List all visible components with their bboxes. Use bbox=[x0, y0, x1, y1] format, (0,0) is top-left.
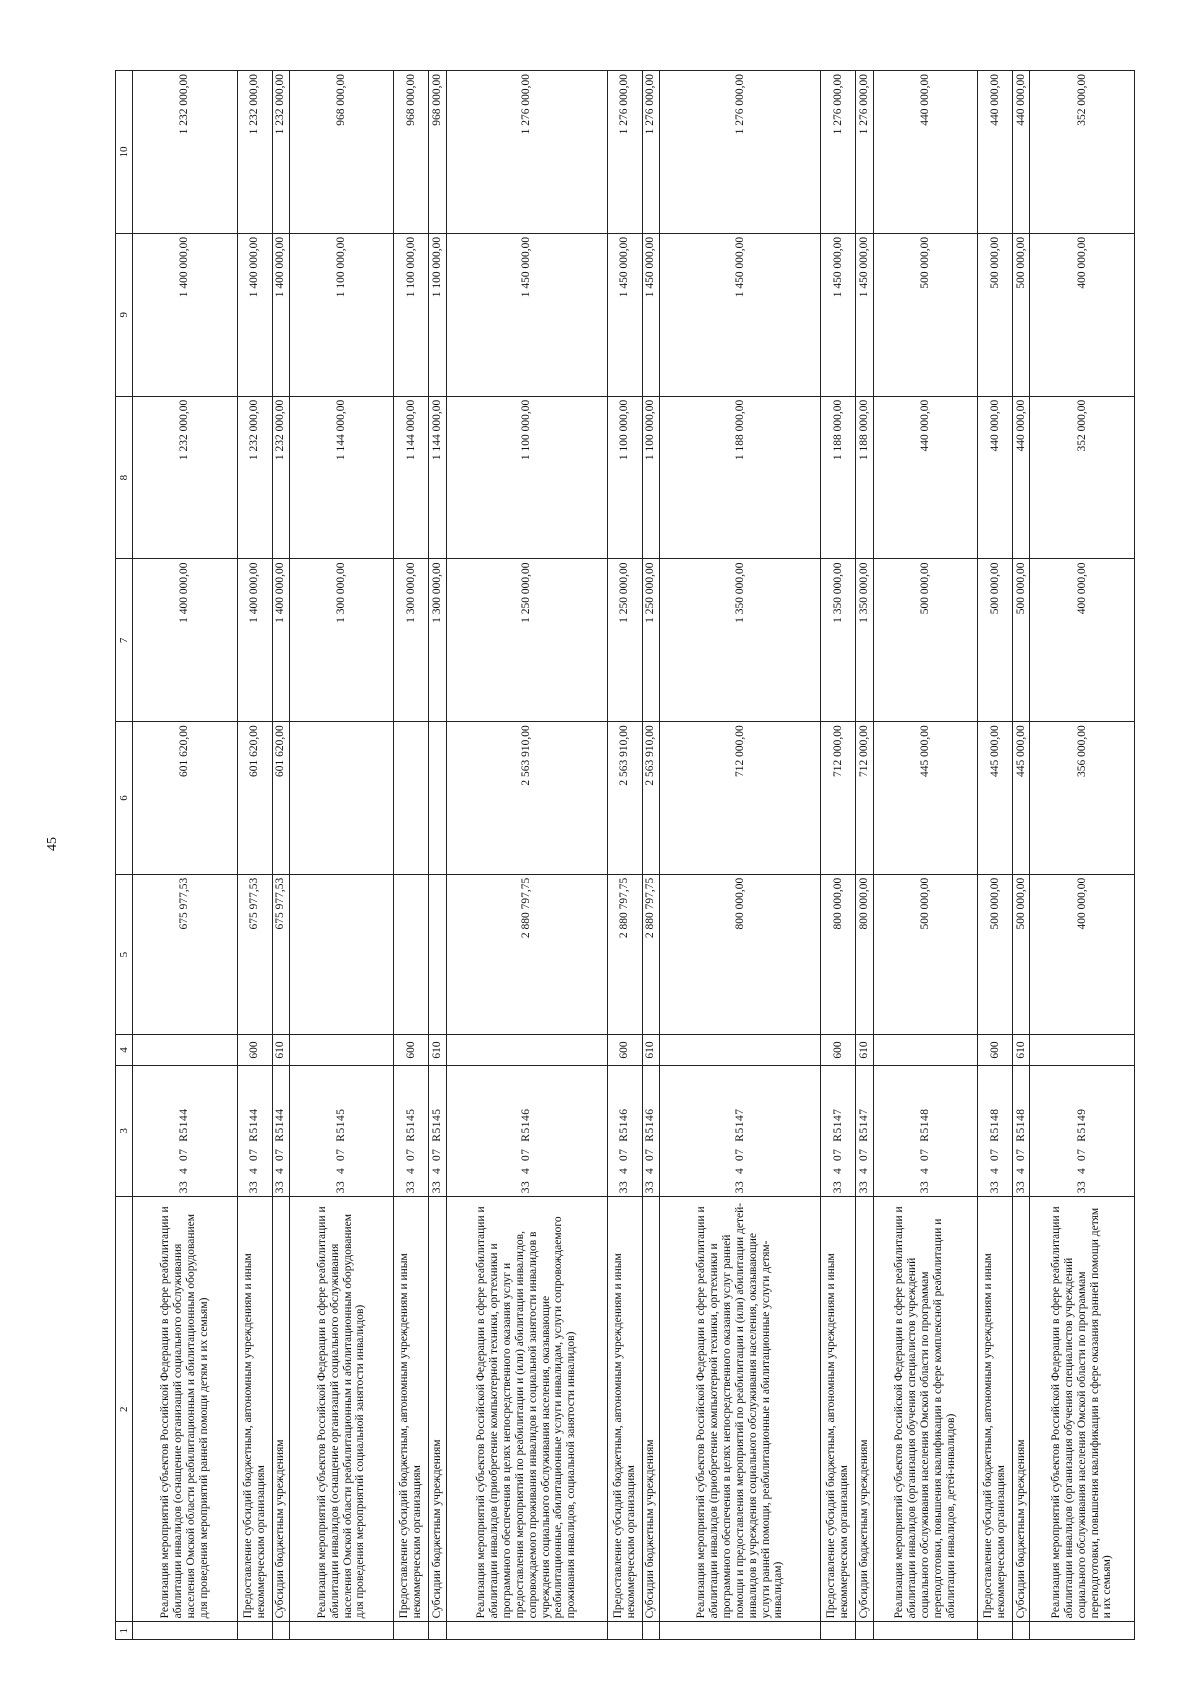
cell-amount-col6: 712 000,00 bbox=[660, 722, 821, 874]
cell-amount-col6 bbox=[429, 722, 446, 874]
cell-amount-col5: 675 977,53 bbox=[272, 874, 289, 1035]
cell-amount-col5: 675 977,53 bbox=[237, 874, 272, 1035]
cell-target-code: 33 4 07 R5146 bbox=[446, 1065, 607, 1197]
cell-amount-col8: 1 188 000,00 bbox=[821, 396, 856, 559]
cell-amount-col6: 601 620,00 bbox=[272, 722, 289, 874]
cell-amount-col7: 1 350 000,00 bbox=[856, 559, 873, 722]
cell-amount-col9: 1 400 000,00 bbox=[237, 233, 272, 396]
cell-amount-col7: 500 000,00 bbox=[978, 559, 1013, 722]
cell-target-code: 33 4 07 R5145 bbox=[289, 1065, 394, 1197]
cell-amount-col8: 1 100 000,00 bbox=[642, 396, 659, 559]
budget-table-body bbox=[133, 71, 1135, 1640]
cell-index bbox=[237, 1622, 272, 1640]
cell-amount-col7: 1 250 000,00 bbox=[642, 559, 659, 722]
cell-amount-col7: 1 250 000,00 bbox=[607, 559, 642, 722]
cell-expense-type: 610 bbox=[272, 1035, 289, 1065]
table-row bbox=[660, 71, 821, 1640]
cell-index bbox=[873, 1622, 978, 1640]
cell-amount-col7: 500 000,00 bbox=[1013, 559, 1030, 722]
cell-index bbox=[642, 1622, 659, 1640]
cell-amount-col8: 352 000,00 bbox=[1030, 396, 1135, 559]
cell-amount-col9: 1 450 000,00 bbox=[446, 233, 607, 396]
cell-expense-type bbox=[660, 1035, 821, 1065]
cell-index bbox=[660, 1622, 821, 1640]
column-number: 6 bbox=[116, 722, 133, 874]
cell-amount-col5: 2 880 797,75 bbox=[642, 874, 659, 1035]
cell-expense-type: 610 bbox=[429, 1035, 446, 1065]
cell-expense-name: Реализация мероприятий субъектов Российской Федерации в сфере реабилитации и абилитации инвалидов (оснащение организаций социального обслуживания населения Омской области реабилитационным и абилитационным оборудованием для проведения мероприятий социальной занятости инвалидов) bbox=[289, 1197, 394, 1622]
cell-expense-name: Субсидии бюджетным учреждениям bbox=[429, 1197, 446, 1622]
cell-amount-col10: 1 276 000,00 bbox=[660, 71, 821, 234]
cell-amount-col6: 445 000,00 bbox=[1013, 722, 1030, 874]
cell-amount-col10: 352 000,00 bbox=[1030, 71, 1135, 234]
cell-amount-col5: 500 000,00 bbox=[978, 874, 1013, 1035]
cell-index bbox=[133, 1622, 238, 1640]
column-number: 2 bbox=[116, 1197, 133, 1622]
cell-target-code: 33 4 07 R5144 bbox=[237, 1065, 272, 1197]
cell-amount-col10: 968 000,00 bbox=[429, 71, 446, 234]
cell-amount-col6: 601 620,00 bbox=[237, 722, 272, 874]
cell-amount-col9: 400 000,00 bbox=[1030, 233, 1135, 396]
cell-amount-col10: 1 232 000,00 bbox=[272, 71, 289, 234]
table-row bbox=[289, 71, 394, 1640]
cell-index bbox=[978, 1622, 1013, 1640]
page-number: 45 bbox=[45, 837, 60, 851]
cell-amount-col5: 800 000,00 bbox=[660, 874, 821, 1035]
cell-amount-col10: 968 000,00 bbox=[289, 71, 394, 234]
cell-amount-col7: 1 400 000,00 bbox=[272, 559, 289, 722]
cell-index bbox=[429, 1622, 446, 1640]
cell-amount-col8: 1 188 000,00 bbox=[660, 396, 821, 559]
cell-amount-col9: 1 100 000,00 bbox=[394, 233, 429, 396]
cell-amount-col5 bbox=[289, 874, 394, 1035]
cell-amount-col9: 1 100 000,00 bbox=[289, 233, 394, 396]
cell-expense-type bbox=[289, 1035, 394, 1065]
cell-expense-name: Предоставление субсидий бюджетным, автономным учреждениям и иным некоммерческим организациям bbox=[607, 1197, 642, 1622]
cell-target-code: 33 4 07 R5149 bbox=[1030, 1065, 1135, 1197]
cell-index bbox=[1030, 1622, 1135, 1640]
cell-target-code: 33 4 07 R5144 bbox=[272, 1065, 289, 1197]
cell-index bbox=[1013, 1622, 1030, 1640]
cell-amount-col10: 440 000,00 bbox=[978, 71, 1013, 234]
cell-expense-name: Субсидии бюджетным учреждениям bbox=[1013, 1197, 1030, 1622]
cell-expense-type: 600 bbox=[394, 1035, 429, 1065]
cell-index bbox=[856, 1622, 873, 1640]
rotated-page-content bbox=[115, 70, 1135, 1640]
cell-amount-col8: 1 144 000,00 bbox=[289, 396, 394, 559]
cell-amount-col5 bbox=[394, 874, 429, 1035]
table-row bbox=[821, 71, 856, 1640]
cell-amount-col7: 1 250 000,00 bbox=[446, 559, 607, 722]
column-number: 4 bbox=[116, 1035, 133, 1065]
cell-amount-col8: 1 188 000,00 bbox=[856, 396, 873, 559]
cell-amount-col5: 500 000,00 bbox=[873, 874, 978, 1035]
table-row bbox=[607, 71, 642, 1640]
cell-expense-type: 610 bbox=[1013, 1035, 1030, 1065]
cell-target-code: 33 4 07 R5144 bbox=[133, 1065, 238, 1197]
cell-target-code: 33 4 07 R5148 bbox=[978, 1065, 1013, 1197]
table-row bbox=[856, 71, 873, 1640]
cell-target-code: 33 4 07 R5147 bbox=[856, 1065, 873, 1197]
table-row bbox=[446, 71, 607, 1640]
column-number: 3 bbox=[116, 1065, 133, 1197]
cell-amount-col9: 500 000,00 bbox=[978, 233, 1013, 396]
cell-expense-name: Предоставление субсидий бюджетным, автономным учреждениям и иным некоммерческим организациям bbox=[394, 1197, 429, 1622]
cell-target-code: 33 4 07 R5146 bbox=[642, 1065, 659, 1197]
cell-target-code: 33 4 07 R5148 bbox=[1013, 1065, 1030, 1197]
cell-amount-col9: 500 000,00 bbox=[1013, 233, 1030, 396]
cell-amount-col6: 2 563 910,00 bbox=[446, 722, 607, 874]
cell-amount-col6 bbox=[289, 722, 394, 874]
cell-amount-col7: 1 350 000,00 bbox=[821, 559, 856, 722]
cell-expense-name: Реализация мероприятий субъектов Российской Федерации в сфере реабилитации и абилитации инвалидов (организация обучения специалистов учреждений социального обслуживания населения Омской области по программам переподготовки, повышения квалификации в сфере комплексной реабилитации и абилитации инвалидов, детей-инвалидов) bbox=[873, 1197, 978, 1622]
cell-amount-col5: 800 000,00 bbox=[856, 874, 873, 1035]
cell-amount-col7: 1 400 000,00 bbox=[133, 559, 238, 722]
cell-amount-col8: 1 100 000,00 bbox=[607, 396, 642, 559]
cell-expense-name: Реализация мероприятий субъектов Российской Федерации в сфере реабилитации и абилитации инвалидов (приобретение компьютерной техники, оргтехники и программного обеспечения в целях непосредственного оказания услуг и предоставления мероприятий по реабилитации и (или) абилитации инвалидов, сопровождаемого проживания инвалидов и социальной занятости инвалидов в учреждения социального обслуживания населения, оказывающие реабилитационные, абилитационные услуги инвалидам, услуги сопровождаемого проживания инвалидов, социальной занятости инвалидов) bbox=[446, 1197, 607, 1622]
cell-expense-name: Реализация мероприятий субъектов Российской Федерации в сфере реабилитации и абилитации инвалидов (организация обучения специалистов учреждений социального обслуживания населения Омской области по программам переподготовки, повышения квалификации в сфере оказания ранней помощи детям и их семьям) bbox=[1030, 1197, 1135, 1622]
cell-amount-col8: 1 100 000,00 bbox=[446, 396, 607, 559]
cell-index bbox=[272, 1622, 289, 1640]
cell-amount-col5: 400 000,00 bbox=[1030, 874, 1135, 1035]
cell-amount-col7: 400 000,00 bbox=[1030, 559, 1135, 722]
cell-amount-col10: 1 232 000,00 bbox=[237, 71, 272, 234]
table-row bbox=[394, 71, 429, 1640]
cell-amount-col7: 1 300 000,00 bbox=[394, 559, 429, 722]
table-row bbox=[642, 71, 659, 1640]
table-row bbox=[873, 71, 978, 1640]
cell-expense-name: Субсидии бюджетным учреждениям bbox=[856, 1197, 873, 1622]
cell-amount-col6 bbox=[394, 722, 429, 874]
cell-target-code: 33 4 07 R5146 bbox=[607, 1065, 642, 1197]
cell-amount-col10: 1 276 000,00 bbox=[821, 71, 856, 234]
cell-amount-col6: 445 000,00 bbox=[873, 722, 978, 874]
column-number: 1 bbox=[116, 1622, 133, 1640]
cell-amount-col9: 1 450 000,00 bbox=[856, 233, 873, 396]
cell-expense-name: Предоставление субсидий бюджетным, автономным учреждениям и иным некоммерческим организациям bbox=[978, 1197, 1013, 1622]
cell-amount-col9: 1 450 000,00 bbox=[642, 233, 659, 396]
cell-expense-type: 600 bbox=[978, 1035, 1013, 1065]
column-number: 8 bbox=[116, 396, 133, 559]
cell-expense-type: 600 bbox=[821, 1035, 856, 1065]
cell-expense-type: 600 bbox=[237, 1035, 272, 1065]
cell-index bbox=[821, 1622, 856, 1640]
cell-expense-type: 610 bbox=[642, 1035, 659, 1065]
table-row bbox=[1030, 71, 1135, 1640]
cell-amount-col8: 1 144 000,00 bbox=[394, 396, 429, 559]
cell-amount-col10: 1 276 000,00 bbox=[607, 71, 642, 234]
column-number: 9 bbox=[116, 233, 133, 396]
cell-amount-col6: 2 563 910,00 bbox=[607, 722, 642, 874]
cell-amount-col9: 1 100 000,00 bbox=[429, 233, 446, 396]
table-row bbox=[1013, 71, 1030, 1640]
cell-target-code: 33 4 07 R5147 bbox=[821, 1065, 856, 1197]
cell-amount-col8: 440 000,00 bbox=[978, 396, 1013, 559]
cell-amount-col10: 968 000,00 bbox=[394, 71, 429, 234]
cell-target-code: 33 4 07 R5145 bbox=[394, 1065, 429, 1197]
cell-expense-type bbox=[873, 1035, 978, 1065]
cell-index bbox=[394, 1622, 429, 1640]
cell-amount-col7: 1 400 000,00 bbox=[237, 559, 272, 722]
cell-target-code: 33 4 07 R5147 bbox=[660, 1065, 821, 1197]
cell-expense-name: Субсидии бюджетным учреждениям bbox=[272, 1197, 289, 1622]
cell-amount-col5 bbox=[429, 874, 446, 1035]
cell-amount-col6: 601 620,00 bbox=[133, 722, 238, 874]
cell-amount-col10: 1 232 000,00 bbox=[133, 71, 238, 234]
cell-amount-col5: 2 880 797,75 bbox=[446, 874, 607, 1035]
cell-amount-col8: 1 144 000,00 bbox=[429, 396, 446, 559]
cell-expense-type: 610 bbox=[856, 1035, 873, 1065]
cell-expense-type bbox=[1030, 1035, 1135, 1065]
table-row bbox=[429, 71, 446, 1640]
cell-amount-col9: 1 400 000,00 bbox=[272, 233, 289, 396]
cell-expense-name: Предоставление субсидий бюджетным, автономным учреждениям и иным некоммерческим организациям bbox=[821, 1197, 856, 1622]
cell-target-code: 33 4 07 R5148 bbox=[873, 1065, 978, 1197]
cell-amount-col10: 440 000,00 bbox=[873, 71, 978, 234]
column-number-row bbox=[116, 71, 133, 1640]
cell-expense-name: Предоставление субсидий бюджетным, автономным учреждениям и иным некоммерческим организациям bbox=[237, 1197, 272, 1622]
cell-amount-col7: 1 300 000,00 bbox=[289, 559, 394, 722]
cell-amount-col9: 1 450 000,00 bbox=[607, 233, 642, 396]
cell-amount-col8: 1 232 000,00 bbox=[133, 396, 238, 559]
cell-amount-col7: 1 300 000,00 bbox=[429, 559, 446, 722]
cell-amount-col6: 356 000,00 bbox=[1030, 722, 1135, 874]
column-number: 5 bbox=[116, 874, 133, 1035]
cell-expense-type bbox=[133, 1035, 238, 1065]
cell-amount-col9: 1 450 000,00 bbox=[660, 233, 821, 396]
cell-amount-col6: 712 000,00 bbox=[821, 722, 856, 874]
cell-expense-type: 600 bbox=[607, 1035, 642, 1065]
cell-target-code: 33 4 07 R5145 bbox=[429, 1065, 446, 1197]
table-row bbox=[237, 71, 272, 1640]
cell-expense-type bbox=[446, 1035, 607, 1065]
cell-amount-col10: 1 276 000,00 bbox=[446, 71, 607, 234]
cell-amount-col8: 440 000,00 bbox=[873, 396, 978, 559]
table-row bbox=[272, 71, 289, 1640]
cell-amount-col5: 800 000,00 bbox=[821, 874, 856, 1035]
cell-amount-col5: 675 977,53 bbox=[133, 874, 238, 1035]
cell-amount-col7: 500 000,00 bbox=[873, 559, 978, 722]
cell-amount-col7: 1 350 000,00 bbox=[660, 559, 821, 722]
cell-amount-col6: 712 000,00 bbox=[856, 722, 873, 874]
table-row bbox=[978, 71, 1013, 1640]
cell-amount-col10: 440 000,00 bbox=[1013, 71, 1030, 234]
cell-amount-col6: 445 000,00 bbox=[978, 722, 1013, 874]
budget-table bbox=[115, 70, 1135, 1640]
column-number: 7 bbox=[116, 559, 133, 722]
cell-amount-col5: 500 000,00 bbox=[1013, 874, 1030, 1035]
cell-index bbox=[289, 1622, 394, 1640]
cell-amount-col8: 1 232 000,00 bbox=[272, 396, 289, 559]
cell-expense-name: Реализация мероприятий субъектов Российской Федерации в сфере реабилитации и абилитации инвалидов (оснащение организаций социального обслуживания населения Омской области реабилитационным и абилитационным оборудованием для проведения мероприятий ранней помощи детям и их семьям) bbox=[133, 1197, 238, 1622]
cell-amount-col9: 1 450 000,00 bbox=[821, 233, 856, 396]
cell-amount-col10: 1 276 000,00 bbox=[856, 71, 873, 234]
cell-amount-col9: 500 000,00 bbox=[873, 233, 978, 396]
cell-amount-col10: 1 276 000,00 bbox=[642, 71, 659, 234]
cell-expense-name: Субсидии бюджетным учреждениям bbox=[642, 1197, 659, 1622]
table-row bbox=[133, 71, 238, 1640]
cell-amount-col5: 2 880 797,75 bbox=[607, 874, 642, 1035]
cell-amount-col8: 1 232 000,00 bbox=[237, 396, 272, 559]
cell-index bbox=[446, 1622, 607, 1640]
cell-expense-name: Реализация мероприятий субъектов Российской Федерации в сфере реабилитации и абилитации инвалидов (приобретение компьютерной техники, оргтехники и программного обеспечения в целях непосредственного оказания услуг ранней помощи и предоставления мероприятий по реабилитации и (или) абилитации детей-инвалидов в учреждения социального обслуживания населения, оказывающие услуги ранней помощи, реабилитационные и абилитационные услуги детям-инвалидам) bbox=[660, 1197, 821, 1622]
cell-amount-col8: 440 000,00 bbox=[1013, 396, 1030, 559]
cell-index bbox=[607, 1622, 642, 1640]
column-number: 10 bbox=[116, 71, 133, 234]
cell-amount-col6: 2 563 910,00 bbox=[642, 722, 659, 874]
cell-amount-col9: 1 400 000,00 bbox=[133, 233, 238, 396]
